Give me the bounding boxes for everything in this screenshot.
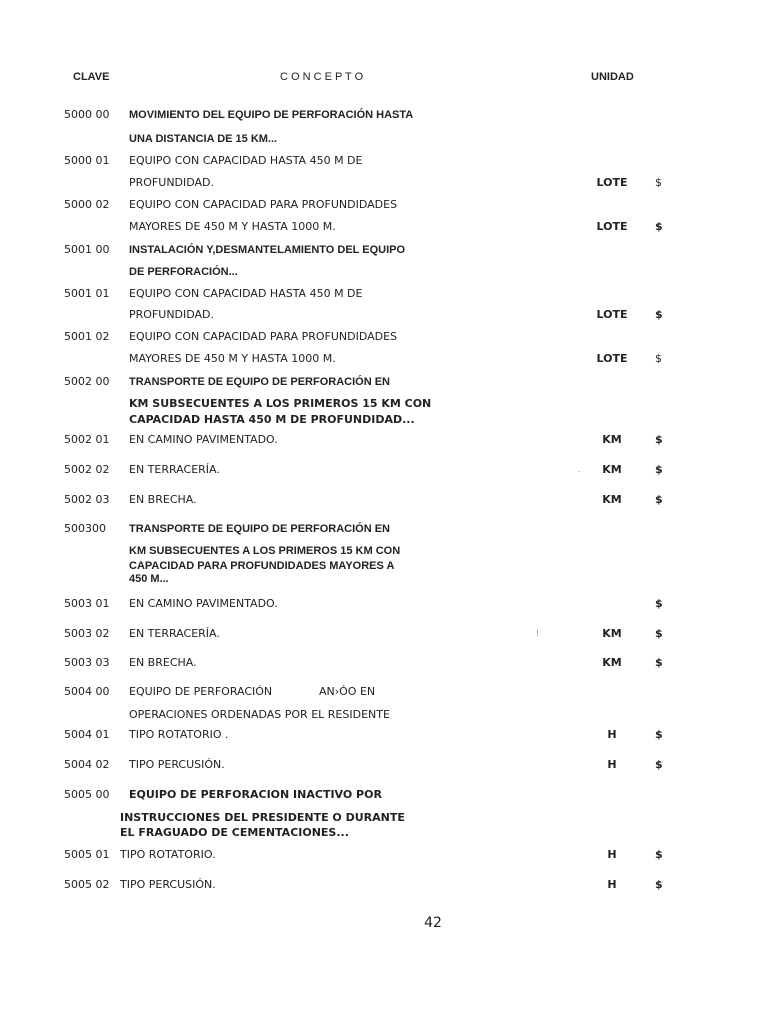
concept-cell: EN BRECHA. <box>129 656 197 669</box>
concept-cell: EQUIPO CON CAPACIDAD PARA PROFUNDIDADES <box>129 330 398 343</box>
currency-cell: $ <box>655 627 663 640</box>
unit-cell: H <box>607 728 617 741</box>
table-row <box>0 265 768 279</box>
clave-cell: 5000 02 <box>64 198 110 211</box>
clave-cell: 5000 01 <box>64 154 110 167</box>
unit-cell: H <box>607 758 617 771</box>
clave-cell: 5001 00 <box>64 243 110 256</box>
concept-cell: KM SUBSECUENTES A LOS PRIMEROS 15 KM CON <box>129 397 432 410</box>
currency-cell: $ <box>655 220 663 233</box>
concept-cell: EQUIPO CON CAPACIDAD HASTA 450 M DE <box>129 154 363 167</box>
table-row <box>0 708 768 722</box>
concept-cell: PROFUNDIDAD. <box>129 176 215 189</box>
currency-cell: $ <box>655 308 663 321</box>
clave-cell: 5001 02 <box>64 330 110 343</box>
header-concepto: C O N C E P T O <box>280 71 364 83</box>
table-row <box>0 544 768 558</box>
clave-cell: 5004 00 <box>64 685 110 698</box>
clave-cell: 5003 02 <box>64 627 110 640</box>
concept-cell: TIPO PERCUSIÓN. <box>120 878 216 891</box>
header-clave: CLAVE <box>73 71 110 83</box>
table-row <box>0 656 768 670</box>
stray-mark: . <box>578 465 581 474</box>
concept-cell: CAPACIDAD PARA PROFUNDIDADES MAYORES A <box>129 560 395 572</box>
table-row <box>0 375 768 389</box>
concept-cell: PROFUNDIDAD. <box>129 308 215 321</box>
currency-cell: $ <box>655 433 663 446</box>
table-row <box>0 627 768 641</box>
concept-cell: EN TERRACERÍA. <box>129 463 220 476</box>
concept-cell: EQUIPO CON CAPACIDAD HASTA 450 M DE <box>129 287 363 300</box>
unit-cell: LOTE <box>596 308 628 321</box>
stray-mark: ! <box>536 629 540 638</box>
currency-cell: $ <box>655 728 663 741</box>
clave-cell: 5004 01 <box>64 728 110 741</box>
concept-cell: EQUIPO DE PERFORACIÓN <box>129 685 273 698</box>
table-row <box>0 848 768 862</box>
table-row <box>0 826 768 840</box>
table-row <box>0 463 768 477</box>
currency-cell: $ <box>655 878 663 891</box>
concept-cell: TIPO ROTATORIO. <box>120 848 216 861</box>
concept-cell: EQUIPO CON CAPACIDAD PARA PROFUNDIDADES <box>129 198 398 211</box>
currency-cell: $ <box>655 176 662 189</box>
unit-cell: KM <box>602 493 622 506</box>
unit-cell: KM <box>602 656 622 669</box>
concept-cell-continuation: AN›ÓO EN <box>319 685 376 698</box>
concept-cell: MAYORES DE 450 M Y HASTA 1000 M. <box>129 352 336 365</box>
table-row <box>0 572 768 586</box>
table-row <box>0 352 768 366</box>
table-row <box>0 308 768 322</box>
clave-cell: 5003 03 <box>64 656 110 669</box>
header-unidad: UNIDAD <box>591 71 634 83</box>
concept-cell: 450 M... <box>129 573 169 585</box>
concept-cell: EN CAMINO PAVIMENTADO. <box>129 433 278 446</box>
clave-cell: 500300 <box>64 522 106 535</box>
concept-cell: KM SUBSECUENTES A LOS PRIMEROS 15 KM CON <box>129 545 401 557</box>
table-row <box>0 287 768 301</box>
currency-cell: $ <box>655 758 663 771</box>
table-row <box>0 878 768 892</box>
concept-cell: TIPO ROTATORIO . <box>129 728 229 741</box>
concept-cell: UNA DISTANCIA DE 15 KM... <box>129 133 278 145</box>
concept-cell: DE PERFORACIÓN... <box>129 266 238 278</box>
table-row <box>0 198 768 212</box>
concept-cell: MAYORES DE 450 M Y HASTA 1000 M. <box>129 220 336 233</box>
table-row <box>0 108 768 122</box>
table-row <box>0 132 768 146</box>
table-row <box>0 243 768 257</box>
clave-cell: 5002 01 <box>64 433 110 446</box>
clave-cell: 5001 01 <box>64 287 110 300</box>
table-row <box>0 220 768 234</box>
clave-cell: 5002 02 <box>64 463 110 476</box>
table-row <box>0 522 768 536</box>
unit-cell: H <box>607 878 617 891</box>
concept-cell: INSTALACIÓN Y,DESMANTELAMIENTO DEL EQUIPO <box>129 244 406 256</box>
unit-cell: KM <box>602 433 622 446</box>
clave-cell: 5003 01 <box>64 597 110 610</box>
table-row <box>0 728 768 742</box>
table-row <box>0 413 768 427</box>
unit-cell: LOTE <box>596 176 628 189</box>
unit-cell: KM <box>602 463 622 476</box>
concept-cell: TIPO PERCUSIÓN. <box>129 758 225 771</box>
table-row <box>0 493 768 507</box>
currency-cell: $ <box>655 463 663 476</box>
table-row <box>0 685 768 699</box>
concept-cell: OPERACIONES ORDENADAS POR EL RESIDENTE <box>129 708 390 721</box>
table-row <box>0 788 768 802</box>
table-row <box>0 397 768 411</box>
currency-cell: $ <box>655 656 663 669</box>
table-row <box>0 758 768 772</box>
table-row <box>0 330 768 344</box>
currency-cell: $ <box>655 352 662 365</box>
currency-cell: $ <box>655 848 663 861</box>
page-number: 42 <box>424 915 442 931</box>
table-row <box>0 176 768 190</box>
concept-cell: EN TERRACERÍA. <box>129 627 220 640</box>
concept-cell: EN BRECHA. <box>129 493 197 506</box>
clave-cell: 5005 01 <box>64 848 110 861</box>
table-row <box>0 154 768 168</box>
currency-cell: $ <box>655 493 663 506</box>
unit-cell: LOTE <box>596 352 628 365</box>
clave-cell: 5005 00 <box>64 788 110 801</box>
clave-cell: 5002 00 <box>64 375 110 388</box>
table-row <box>0 597 768 611</box>
concept-cell: TRANSPORTE DE EQUIPO DE PERFORACIÓN EN <box>129 376 390 388</box>
concept-cell: CAPACIDAD HASTA 450 M DE PROFUNDIDAD... <box>129 413 415 426</box>
unit-cell: LOTE <box>596 220 628 233</box>
concept-cell: EN CAMINO PAVIMENTADO. <box>129 597 278 610</box>
currency-cell: $ <box>655 597 663 610</box>
concept-cell: EL FRAGUADO DE CEMENTACIONES... <box>120 826 349 839</box>
concept-cell: INSTRUCCIONES DEL PRESIDENTE O DURANTE <box>120 811 405 824</box>
table-row <box>0 433 768 447</box>
table-row <box>0 559 768 573</box>
table-row <box>0 811 768 825</box>
concept-cell: TRANSPORTE DE EQUIPO DE PERFORACIÓN EN <box>129 523 390 535</box>
unit-cell: H <box>607 848 617 861</box>
concept-cell: EQUIPO DE PERFORACION INACTIVO POR <box>129 788 382 801</box>
unit-cell: KM <box>602 627 622 640</box>
clave-cell: 5005 02 <box>64 878 110 891</box>
clave-cell: 5004 02 <box>64 758 110 771</box>
clave-cell: 5002 03 <box>64 493 110 506</box>
concept-cell: MOVIMIENTO DEL EQUIPO DE PERFORACIÓN HASTA <box>129 109 414 121</box>
clave-cell: 5000 00 <box>64 108 110 121</box>
